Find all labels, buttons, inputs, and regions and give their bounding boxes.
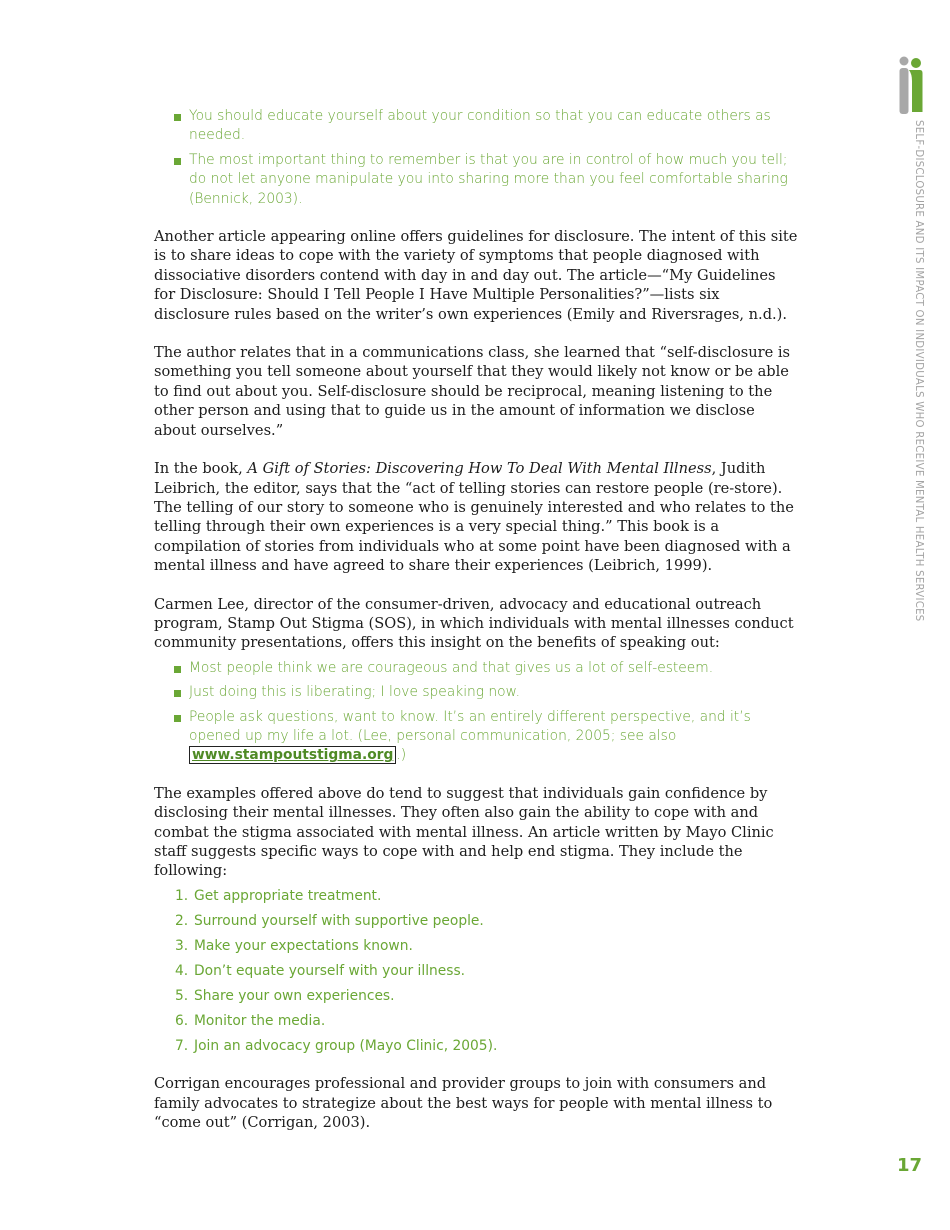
list-item-text: Share your own experiences.: [194, 987, 395, 1004]
side-title-text: SELF-DISCLOSURE AND ITS IMPACT ON INDIVIDUALS WHO RECEIVE MENTAL HEALTH SERVICES: [913, 120, 924, 622]
list-item-text: Get appropriate treatment.: [194, 887, 382, 904]
list-item-text: Monitor the media.: [194, 1012, 326, 1029]
square-bullet-icon: [174, 690, 181, 697]
list-number: 5.: [175, 987, 189, 1004]
list-number: 4.: [175, 962, 189, 979]
numbered-list-item: [154, 887, 799, 906]
list-item: [154, 107, 799, 146]
list-item-text: People ask questions, want to know. It’s an entirely different perspective, and it’s opened up my life a lot. (Lee, personal communication, 2005; see also: [189, 708, 751, 744]
list-item: [154, 659, 799, 678]
numbered-list-item: [154, 1012, 799, 1031]
numbered-list-item: [154, 1037, 799, 1056]
list-number: 7.: [175, 1037, 189, 1054]
numbered-list-item: [154, 912, 799, 931]
list-item-text: Join an advocacy group (Mayo Clinic, 2005).: [194, 1037, 498, 1054]
square-bullet-icon: [174, 158, 181, 165]
list-number: 2.: [175, 912, 189, 929]
square-bullet-icon: [174, 715, 181, 722]
list-item: [154, 683, 799, 702]
paragraph-guidelines-article: Another article appearing online offers guidelines for disclosure. The intent of this site is to share ideas to cope with the variety of symptoms that people diagnosed with dissociative disorders contend with day in and day out. The article—“My Guidelines for Disclosure: Should I Tell People I Have Multiple Personalities?”—lists six disclosure rules based on the writer’s own experiences (Emily and Riversrages, n.d.).: [154, 228, 798, 323]
paragraph-gift-of-stories: [154, 459, 799, 575]
page-number: 17: [896, 1155, 922, 1176]
stampoutstigma-link[interactable]: www.stampoutstigma.org: [189, 746, 396, 764]
disclosure-tips-list: [154, 107, 799, 209]
list-item-text: Don’t equate yourself with your illness.: [194, 962, 466, 979]
running-side-title: [910, 120, 924, 620]
list-item-text: Make your expectations known.: [194, 937, 413, 954]
list-number: 3.: [175, 937, 189, 954]
list-number: 6.: [175, 1012, 189, 1029]
main-content: [154, 107, 799, 1151]
list-item: [154, 708, 799, 766]
paragraph-corrigan: Corrigan encourages professional and provider groups to join with consumers and family advocates to strategize about the best ways for people with mental illness to “come out” (Corrigan, 2003).: [154, 1075, 773, 1132]
paragraph-text: , Judith Leibrich, the editor, says that the “act of telling stories can restore people (re-store). The telling of our story to someone who is genuinely interested and who relates to the telling through their own experiences is a very special thing.” This book is a compilation of stories from individuals who at some point have been diagnosed with a mental illness and have agreed to share their experiences (Leibrich, 1999).: [154, 460, 794, 575]
list-item-text: .): [396, 747, 407, 764]
mayo-clinic-stigma-list: [154, 887, 799, 1056]
publisher-logo-icon: [893, 56, 923, 114]
list-number: 1.: [175, 887, 189, 904]
book-title: A Gift of Stories: Discovering How To Deal With Mental Illness: [247, 460, 712, 478]
numbered-list-item: [154, 987, 799, 1006]
list-item: [154, 151, 799, 209]
list-item-text: You should educate yourself about your condition so that you can educate others as needed.: [189, 108, 771, 144]
paragraph-carmen-lee: Carmen Lee, director of the consumer-driven, advocacy and educational outreach program, Stamp Out Stigma (SOS), in which individuals with mental illnesses conduct community presentations, offers this insight on the benefits of speaking out:: [154, 595, 794, 652]
square-bullet-icon: [174, 666, 181, 673]
list-item-text: Just doing this is liberating; I love speaking now.: [189, 684, 521, 701]
paragraph-text: In the book,: [154, 460, 248, 478]
numbered-list-item: [154, 962, 799, 981]
list-item-text: Surround yourself with supportive people.: [194, 912, 484, 929]
paragraph-communications-class: The author relates that in a communications class, she learned that “self-disclosure is something you tell someone about yourself that they would likely not know or be able to find out about you. Self-disclosure should be reciprocal, meaning listening to the other person and using that to guide us in the amount of information we disclose about ourselves.”: [154, 344, 791, 439]
speaking-out-benefits-list: [154, 659, 799, 766]
list-item-text: The most important thing to remember is that you are in control of how much you tell; do not let anyone manipulate you into sharing more than you feel comfortable sharing (Bennick, 2003).: [189, 151, 788, 207]
paragraph-examples-offered: The examples offered above do tend to suggest that individuals gain confidence by disclosing their mental illnesses. They often also gain the ability to cope with and combat the stigma associated with mental illness. An article written by Mayo Clinic staff suggests specific ways to cope with and help end stigma. They include the following:: [154, 784, 774, 880]
square-bullet-icon: [174, 114, 181, 121]
list-item-text: Most people think we are courageous and that gives us a lot of self-esteem.: [189, 659, 714, 676]
numbered-list-item: [154, 937, 799, 956]
